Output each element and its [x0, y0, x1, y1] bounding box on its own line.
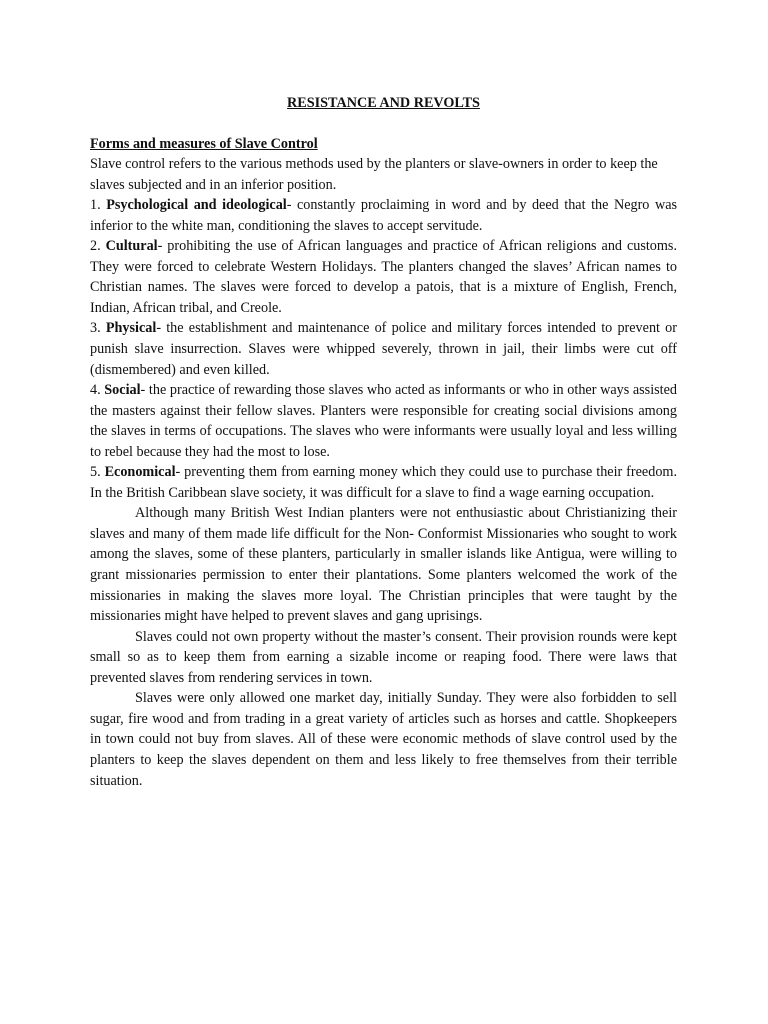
- item-text: - the establishment and maintenance of police and military forces intended to prevent or punish slave insurrection. Slaves were whipped severely, thrown in jail, their limbs were cut off (dismembered) and even killed.: [90, 320, 678, 378]
- section-subheading: Forms and measures of Slave Control: [90, 135, 318, 152]
- item-number: 1.: [90, 197, 101, 214]
- item-term: Economical: [104, 464, 176, 481]
- item-number: 5.: [90, 464, 101, 481]
- document-title: RESISTANCE AND REVOLTS: [287, 95, 480, 111]
- item-text: - constantly proclaiming in word and by deed that the Negro was inferior to the white man, conditioning the slaves to accept servitude.: [90, 197, 678, 234]
- item-term: Physical: [105, 320, 157, 337]
- item-text: - preventing them from earning money which they could use to purchase their freedom. In the British Caribbean slave society, it was difficult for a slave to find a wage earning occupation.: [90, 464, 677, 501]
- item-number: 4.: [90, 382, 101, 399]
- item-term: Social: [104, 382, 141, 399]
- list-item-social: [90, 380, 677, 462]
- body-paragraph-market-day: Slaves were only allowed one market day, initially Sunday. They were also forbidden to sell sugar, fire wood and from trading in a great variety of articles such as horses and cattle. Shopkeepers in town could not buy from slaves. All of these were economic methods of slave control used by the planters to keep the slaves dependent on them and less likely to free themselves from their terrible situation.: [90, 690, 677, 789]
- item-term: Psychological and ideological: [106, 197, 287, 214]
- body-paragraph-christianity: Although many British West Indian planters were not enthusiastic about Christianizing their slaves and many of them made life difficult for the Non- Conformist Missionaries who sought to work among the slaves, some of these planters, particularly in smaller islands like Antigua, were willing to grant missionaries permission to enter their plantations. Some planters welcomed the work of the missionaries in making the slaves more loyal. The Christian principles that were taught by the missionaries might have helped to prevent slaves and gang uprisings.: [90, 505, 677, 625]
- intro-paragraph: Slave control refers to the various methods used by the planters or slave-owners in order to keep the slaves subjected and in an inferior position.: [90, 156, 658, 193]
- item-term: Cultural: [105, 238, 158, 255]
- list-item-physical: [90, 318, 677, 380]
- list-item-psychological: [90, 195, 677, 236]
- item-number: 3.: [90, 320, 101, 337]
- list-item-cultural: [90, 236, 677, 318]
- item-text: - prohibiting the use of African languages and practice of African religions and customs. They were forced to celebrate Western Holidays. The planters changed the slaves’ African names to Christian names. The slaves were forced to develop a patois, that is a mixture of English, French, Indian, African tribal, and Creole.: [90, 238, 678, 316]
- item-number: 2.: [90, 238, 101, 255]
- document-page: [90, 93, 677, 791]
- list-item-economical: [90, 462, 677, 503]
- item-text: - the practice of rewarding those slaves who acted as informants or who in other ways assisted the masters against their fellow slaves. Planters were responsible for creating social divisions among the slaves in terms of occupations. The slaves who were informants were usually loyal and less willing to rebel because they had the most to lose.: [90, 382, 677, 460]
- body-paragraph-property: Slaves could not own property without the master’s consent. Their provision rounds were kept small so as to keep them from earning a sizable income or reaping food. There were laws that prevented slaves from rendering services in town.: [90, 628, 677, 686]
